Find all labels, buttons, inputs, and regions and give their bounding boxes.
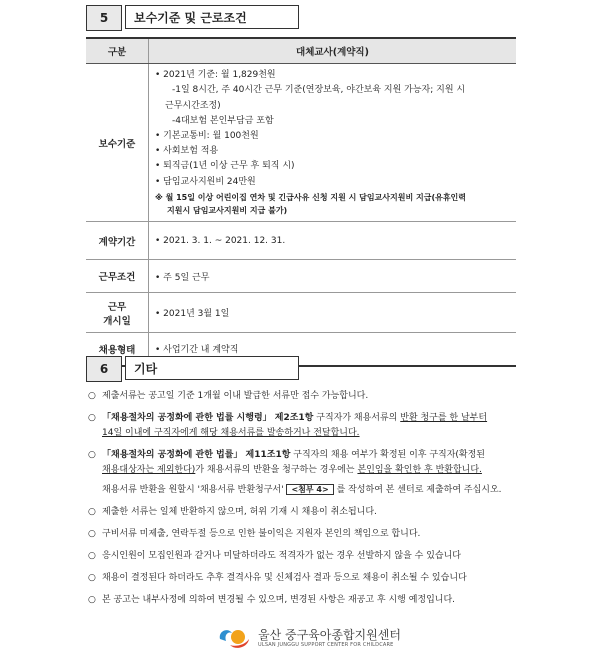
row-value-pay: [149, 64, 517, 222]
table-row-pay: [86, 64, 516, 222]
item-text: 채용이 결정된다 하더라도 추후 결격사유 및 신체검사 결과 등으로 채용이 취소될 수 있습니다: [102, 573, 467, 583]
circle-bullet-icon: ○: [88, 413, 96, 423]
pay-line: • 담임교사지원비 24만원: [155, 176, 256, 187]
item-text: [102, 448, 502, 498]
list-item: [88, 505, 518, 520]
section6-title: 기타: [125, 356, 299, 380]
list-item: [88, 448, 518, 498]
pay-line: • 사회보험 적용: [155, 146, 219, 157]
row-value-hire: • 사업기간 내 계약직: [149, 333, 517, 366]
item-text: 제출한 서류는 일체 반환하지 않으며, 허위 기재 시 채용이 취소됩니다.: [102, 507, 377, 517]
law-reference: 「채용절차의 공정화에 관한 법률 시행령」 제2조1항: [102, 413, 314, 423]
circle-bullet-icon: ○: [88, 595, 96, 605]
underlined-text: 14일 이내에 구직자에게 해당 채용서류를 발송하거나 전달합니다.: [102, 428, 360, 438]
list-item: [88, 571, 518, 586]
row-value-period: • 2021. 3. 1. ~ 2021. 12. 31.: [149, 222, 517, 260]
row-label-workcond: 근무조건: [86, 260, 149, 293]
list-item: [88, 411, 518, 441]
table-row-workcond: [86, 260, 516, 293]
text-span: 채용서류 반환을 원할시 '채용서류 반환청구서': [102, 485, 284, 495]
table-header-position: 대체교사(계약직): [149, 38, 517, 64]
circle-bullet-icon: ○: [88, 573, 96, 583]
section5-number: 5: [86, 5, 122, 31]
pay-line: • 퇴직금(1년 이상 근무 후 퇴직 시): [155, 161, 295, 172]
text-span: 가 채용서류의 반환을 청구하는 경우에는: [195, 465, 358, 475]
section6-number: 6: [86, 356, 122, 382]
list-item: [88, 549, 518, 564]
row-label-start-line2: 개시일: [103, 315, 131, 327]
circle-bullet-icon: ○: [88, 529, 96, 539]
pay-note-line1: ※ 월 15일 이상 어린이집 연차 및 긴급사유 신청 지원 시 담임교사지원비 지급(유휴인력: [155, 192, 467, 202]
list-item: [88, 527, 518, 542]
item-text: 본 공고는 내부사정에 의하여 변경될 수 있으며, 변경된 사항은 재공고 후 시행 예정입니다.: [102, 595, 456, 605]
org-logo-icon: [216, 625, 252, 651]
circle-bullet-icon: ○: [88, 507, 96, 517]
table-row-start: [86, 293, 516, 333]
section5-title: 보수기준 및 근로조건: [125, 5, 299, 29]
pay-line: • 기본교통비: 월 100천원: [155, 131, 259, 141]
law-reference: 「채용절차의 공정화에 관한 법률」 제11조1항: [102, 450, 291, 460]
table-header-category: 구분: [86, 38, 149, 64]
item-text: 응시인원이 모집인원과 같거나 미달하더라도 적격자가 없는 경우 선발하지 않을 수 있습니다: [102, 551, 461, 561]
circle-bullet-icon: ○: [88, 391, 96, 401]
pay-note: [155, 191, 515, 217]
text-span: 구직자가 채용서류의: [313, 413, 401, 423]
pay-line: 근무시간조정): [165, 100, 221, 111]
row-value-start: • 2021년 3월 1일: [149, 293, 517, 333]
section6-header: [86, 356, 299, 382]
table-row-period: [86, 222, 516, 260]
section5-header: [86, 5, 299, 31]
row-label-start: [86, 293, 149, 333]
list-item: [88, 593, 518, 608]
row-label-period: 계약기간: [86, 222, 149, 260]
list-item: [88, 389, 518, 404]
underlined-text: 반환 청구를 한 날부터: [400, 413, 488, 423]
circle-bullet-icon: ○: [88, 551, 96, 561]
row-label-start-line1: 근무: [107, 301, 127, 313]
attachment-label: <첨부 4>: [286, 484, 333, 495]
text-span: 구직자의 채용 여부가 확정된 이후 구직자(확정된: [290, 450, 485, 460]
circle-bullet-icon: ○: [88, 450, 96, 460]
pay-note-line2: 지원시 담임교사지원비 지급 불가): [167, 205, 288, 215]
notes-list: [88, 389, 518, 615]
pay-line: -1일 8시간, 주 40시간 근무 기준(연장보육, 야간보육 지원 가능자; 지원 시: [172, 85, 466, 96]
table-header-row: [86, 38, 516, 64]
row-label-pay: 보수기준: [86, 64, 149, 222]
underlined-text: 본인임을 확인한 후 반환합니다.: [357, 465, 482, 475]
pay-line: -4대보험 본인부담금 포함: [172, 115, 274, 126]
conditions-table: [86, 37, 516, 367]
pay-line: • 2021년 기준: 월 1,829천원: [155, 70, 276, 81]
org-name: 울산 중구육아종합지원센터: [258, 628, 401, 642]
item-text: 구비서류 미제출, 연락두절 등으로 인한 불이익은 지원자 본인의 책임으로 합니다.: [102, 529, 421, 539]
item-text: 제출서류는 공고일 기준 1개월 이내 발급한 서류만 접수 가능합니다.: [102, 391, 369, 401]
row-label-hire: 채용형태: [86, 333, 149, 366]
item-text: [102, 411, 487, 441]
underlined-text: 채용대상자는 제외한다): [102, 465, 196, 475]
org-footer: [216, 624, 401, 652]
text-span: 를 작성하여 본 센터로 제출하여 주십시오.: [336, 485, 502, 495]
row-value-workcond: • 주 5일 근무: [149, 260, 517, 293]
org-subtitle: ULSAN JUNGGU SUPPORT CENTER FOR CHILDCARE: [258, 642, 394, 648]
